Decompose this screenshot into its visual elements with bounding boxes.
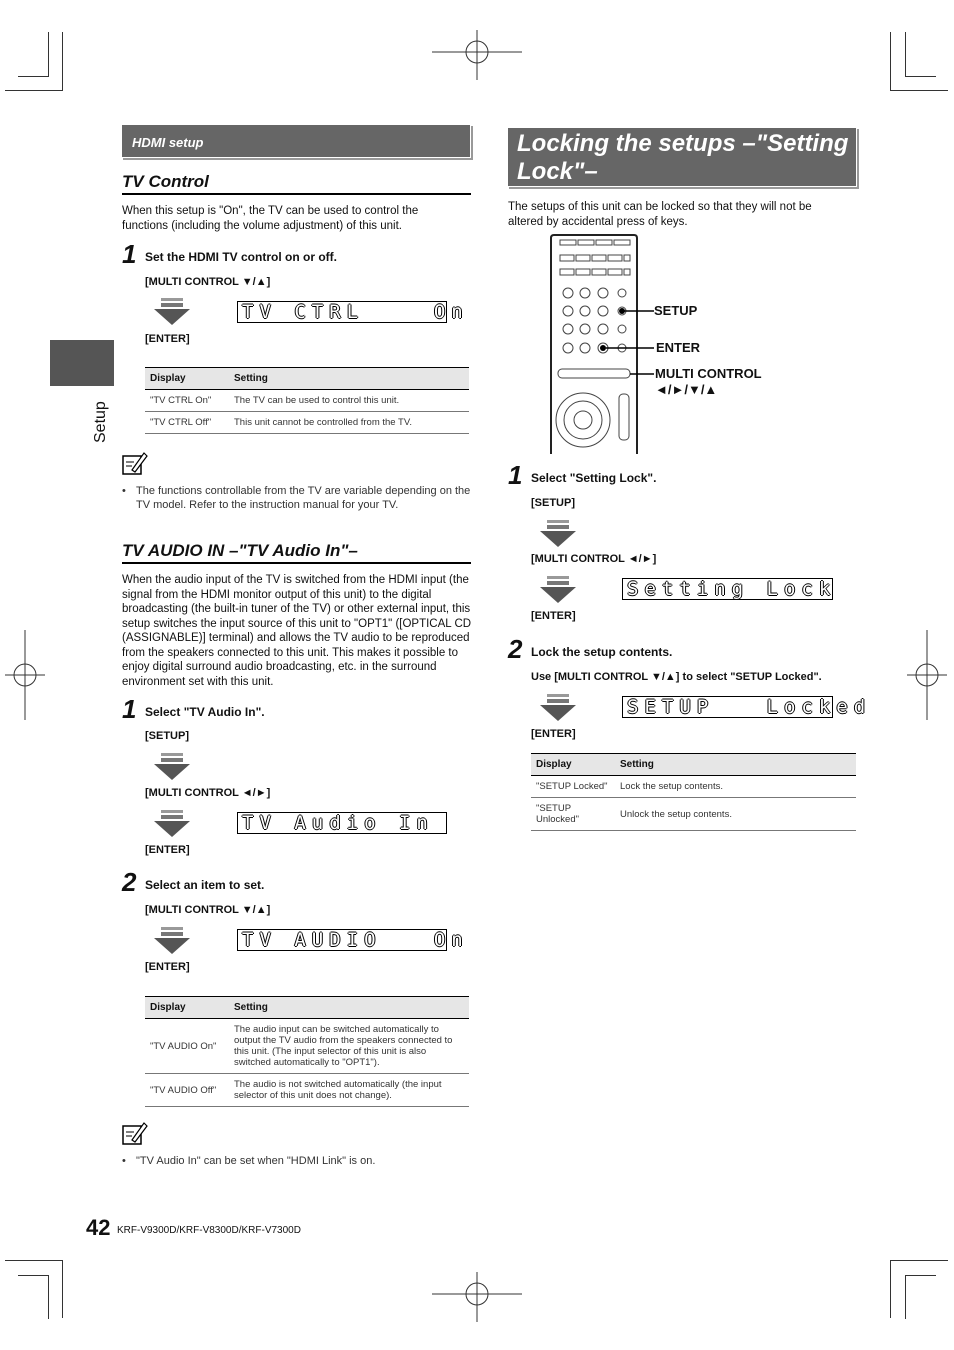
multi-control-callout: MULTI CONTROL bbox=[655, 366, 762, 381]
table-header: Display bbox=[145, 368, 229, 390]
table-header: Display bbox=[531, 754, 615, 776]
down-arrow-icon bbox=[154, 298, 190, 326]
table-row bbox=[145, 412, 469, 434]
bullet-icon: • bbox=[122, 1155, 126, 1167]
lcd-display: TV CTRL On bbox=[237, 301, 447, 323]
step-text: Set the HDMI TV control on or off. bbox=[145, 250, 337, 264]
table-row bbox=[531, 798, 856, 831]
table-cell: Lock the setup contents. bbox=[615, 776, 856, 798]
table-cell: This unit cannot be controlled from the TV. bbox=[229, 412, 469, 434]
step-text: Lock the setup contents. bbox=[531, 645, 673, 659]
key-label: [ENTER] bbox=[531, 728, 576, 740]
step-number: 2 bbox=[122, 867, 137, 897]
setup-callout: SETUP bbox=[654, 303, 698, 318]
table-row bbox=[145, 390, 469, 412]
tv-audio-intro: When the audio input of the TV is switched from the HDMI input (the signal from the HDMI monitor output of this unit) to the digital broadcasting (the built-in tuner of the TV) or other external input, this setup switches the input source of this unit to "OPT1" ([OPTICAL CD (ASSIGNABLE)] terminal) and allows the TV audio to be reproduced from the speakers connected to this unit. This makes it possible to enjoy digital surround audio broadcasting, etc. in the surround environment set with this unit. bbox=[122, 574, 472, 688]
down-arrow-icon bbox=[540, 576, 576, 604]
setting-lock-intro: The setups of this unit can be locked so that they will not be altered by accidental press of keys. bbox=[508, 201, 812, 228]
table-row bbox=[145, 1074, 469, 1107]
lcd-display: Setting Lock bbox=[622, 578, 833, 600]
side-label: Setup bbox=[92, 401, 109, 443]
note-text: "TV Audio In" can be set when "HDMI Link" is on. bbox=[136, 1155, 376, 1167]
key-label: [MULTI CONTROL ◄/►] bbox=[531, 553, 657, 565]
lcd-display: TV AUDIO On bbox=[237, 929, 447, 951]
table-cell: Unlock the setup contents. bbox=[615, 798, 856, 831]
step-number: 1 bbox=[508, 460, 523, 490]
table-cell: "SETUP Locked" bbox=[531, 776, 615, 798]
key-label: [ENTER] bbox=[145, 333, 190, 345]
step-text: Select an item to set. bbox=[145, 878, 265, 892]
key-label: [SETUP] bbox=[145, 730, 189, 742]
registration-mark-icon bbox=[907, 630, 947, 720]
table-header: Setting bbox=[229, 997, 469, 1019]
down-arrow-icon bbox=[540, 520, 576, 548]
hdmi-setup-banner: HDMI setup bbox=[122, 125, 470, 157]
tv-audio-heading: TV AUDIO IN –"TV Audio In"– bbox=[122, 541, 471, 564]
callout-lines bbox=[618, 302, 658, 382]
note-text: The functions controllable from the TV are variable depending on the TV model. Refer to the instruction manual for your TV. bbox=[136, 485, 471, 511]
table-cell: "SETUP Unlocked" bbox=[531, 798, 615, 831]
key-label: [MULTI CONTROL ▼/▲] bbox=[145, 276, 271, 288]
registration-mark-icon bbox=[5, 630, 45, 720]
down-arrow-icon bbox=[154, 927, 190, 955]
table-header: Display bbox=[145, 997, 229, 1019]
settings-table bbox=[145, 996, 469, 1107]
model-number: KRF-V9300D/KRF-V8300D/KRF-V7300D bbox=[117, 1225, 301, 1236]
table-header: Setting bbox=[229, 368, 469, 390]
registration-mark-icon bbox=[432, 1272, 522, 1322]
page-number: 42 bbox=[86, 1215, 111, 1240]
down-arrow-icon bbox=[154, 810, 190, 838]
key-label: [MULTI CONTROL ◄/►] bbox=[145, 787, 271, 799]
lcd-display: TV Audio In bbox=[237, 812, 447, 834]
tv-control-heading: TV Control bbox=[122, 172, 471, 195]
settings-table bbox=[531, 753, 856, 831]
step-number: 1 bbox=[122, 694, 137, 724]
side-tab bbox=[50, 340, 114, 386]
setting-lock-banner: Locking the setups –"Setting Lock"– bbox=[508, 128, 856, 186]
table-cell: "TV AUDIO Off" bbox=[145, 1074, 229, 1107]
table-row bbox=[531, 776, 856, 798]
lcd-display: SETUP Locked bbox=[622, 696, 833, 718]
step-number: 2 bbox=[508, 634, 523, 664]
table-header: Setting bbox=[615, 754, 856, 776]
down-arrow-icon bbox=[540, 694, 576, 722]
note-icon bbox=[122, 1120, 148, 1146]
tv-control-intro: When this setup is "On", the TV can be used to control the functions (including the volume adjustment) of this unit. bbox=[122, 205, 419, 232]
step-text: Select "TV Audio In". bbox=[145, 705, 265, 719]
table-row bbox=[145, 1019, 469, 1074]
note-icon bbox=[122, 450, 148, 476]
key-label: [MULTI CONTROL ▼/▲] bbox=[145, 904, 271, 916]
key-label: [ENTER] bbox=[145, 961, 190, 973]
table-cell: The TV can be used to control this unit. bbox=[229, 390, 469, 412]
key-label: [ENTER] bbox=[531, 610, 576, 622]
down-arrow-icon bbox=[154, 753, 190, 781]
step-instruction: Use [MULTI CONTROL ▼/▲] to select "SETUP Locked". bbox=[531, 671, 822, 683]
enter-callout: ENTER bbox=[656, 340, 701, 355]
registration-mark-icon bbox=[432, 30, 522, 80]
table-cell: "TV CTRL Off" bbox=[145, 412, 229, 434]
key-label: [SETUP] bbox=[531, 497, 575, 509]
bullet-icon: • bbox=[122, 485, 126, 497]
step-number: 1 bbox=[122, 239, 137, 269]
table-cell: The audio input can be switched automatically to output the TV audio from the speakers connected to this unit. (The input selector of this unit is also switched automatically to "OPT1"). bbox=[229, 1019, 469, 1074]
table-cell: "TV CTRL On" bbox=[145, 390, 229, 412]
table-cell: "TV AUDIO On" bbox=[145, 1019, 229, 1074]
settings-table bbox=[145, 367, 469, 434]
key-label: [ENTER] bbox=[145, 844, 190, 856]
multi-control-arrows: ◄/►/▼/▲ bbox=[655, 382, 718, 397]
step-text: Select "Setting Lock". bbox=[531, 471, 657, 485]
table-cell: The audio is not switched automatically (the input selector of this unit does not change). bbox=[229, 1074, 469, 1107]
